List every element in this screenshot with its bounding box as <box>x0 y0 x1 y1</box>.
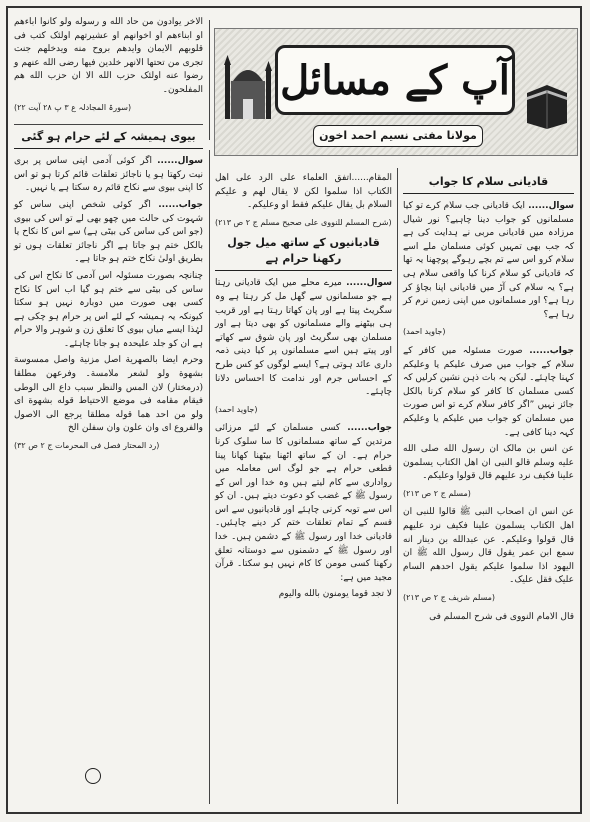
hadith-text-2: عن انس ان اصحاب النبی ﷺ قالوا للنبی ان اهل الکتاب یسلمون علینا فکیف نرد علیهم قال قولوا وعلیکم۔ عن عبدالله بن دینار انه سمع ابن عمر یقول قال رسول الله ﷺ ان الیهود اذا سلموا علیکم یقول احدهم السام علیک فقل علیک۔ <box>403 507 574 586</box>
question-paragraph <box>14 155 203 196</box>
answer-paragraph <box>14 199 203 267</box>
masthead <box>214 28 578 168</box>
answer-text: اگر کوئی شخص اپنی ساس کو شہوت کی حالت میں چھو بھی لے تو اس کی بیوی (جو اس کی ساس کی بیٹی ہے) سے اس کا نکاح یا بالکل ختم ہو جاتا ہے اگر ناجائز تعلقات ہوں تو بطریق اولیٰ نکاح ختم ہو جاتا ہے۔ <box>14 199 203 265</box>
article-heading-wife-haram: بیوی ہمیشہ کے لئے حرام ہو گئی <box>14 129 203 149</box>
question-paragraph <box>215 277 392 399</box>
question-label: سوال...... <box>157 156 203 167</box>
left-column <box>10 16 207 800</box>
quran-verse: لا تجد قوما یومنون بالله والیوم <box>278 589 392 600</box>
middle-column <box>211 172 396 800</box>
answer-label: جواب...... <box>158 199 203 210</box>
answer-text: کسی مسلمان کے لئے مرزائی مرتدین کے ساتھ مسلمانوں کا سا سلوک کرنا حرام ہے۔ ان کے ساتھ اٹھنا بیٹھنا کھانا پینا قطعی حرام ہے جو لوگ اس معاملہ میں رواداری سے کام لیتے ہیں وہ خدا اور اس کے رسول ﷺ کے غضب کو دعوت دیتے ہیں۔ ان کو اس سے توبہ کرنی چاہئے اور قادیانیوں سے اس قسم کے تمام تعلقات ختم کر دینے چاہئیں۔ قادیانی خدا اور رسول ﷺ کے دشمن ہیں۔ خدا اور رسول ﷺ کے دشمنوں سے دوستانہ تعلق رکھنا کسی مومن کا کام نہیں ہو سکتا۔ قرآن مجید میں ہے: <box>215 423 392 583</box>
answer-label: جواب...... <box>347 423 392 434</box>
mosque-icon <box>223 51 273 121</box>
question-signature: (جاوید احمد) <box>215 404 258 414</box>
quran-reference: (سورۃ المجادلہ ع ۳ پ ۲۸ آیت ۲۲) <box>14 102 132 112</box>
question-text: ایک قادیانی جب سلام کرے تو کیا مسلمانوں کو جواب دینا چاہیے؟ نور شیال مرزادہ میں قادیانی مربی نے ہدایت کی ہے کہ جب بھی تمہیں کوئی مسلمان ملے اسے سلام کرو اس سے تم بچے رہوگے پوچھنا یہ تھا کہ قادیانی کو سلام کرنا کیا واقعی سلام ہی ہے؟ یہ سلام کی آڑ میں قادیانی اپنا بچاؤ کر رہا ہے؟ اور مسلمانوں میں اپنی زمین نرم کر رہا ہے؟ <box>403 201 574 320</box>
question-text: اگر کوئی آدمی اپنی ساس پر بری نیت رکھتا ہو یا ناجائز تعلقات قائم کرتا ہو تو اس کا اپنی بیوی سے نکاح قائم رہ سکتا ہے یا نہیں۔ <box>14 156 203 194</box>
answer-label: جواب...... <box>529 345 574 356</box>
article-heading-social-relations: قادیانیوں کے ساتھ میل جول رکھنا حرام ہے <box>215 235 392 271</box>
masthead-banner <box>214 28 578 156</box>
right-column <box>399 170 578 800</box>
hadith-text-1: عن انس بن مالک ان رسول الله صلی الله علیه وسلم قالو النبی ان اهل الکتاب یسلمون علینا فکیف نرد علیهم قال قولوا وعلیکم۔ <box>403 444 574 482</box>
question-label: سوال...... <box>346 278 392 289</box>
commentary-reference: (شرح المسلم للنووی علی صحیح مسلم ج ۲ ص ۲۱۳) <box>215 217 392 227</box>
fiqh-reference: (رد المحتار فصل فی المحرمات ج ۲ ص ۳۲) <box>14 441 160 451</box>
question-signature: (جاوید احمد) <box>403 327 446 337</box>
article-heading-qadiani-salam: قادیانی سلام کا جواب <box>403 174 574 194</box>
fiqh-quotation: وحرم ایضا بالصهریة اصل مزنیة واصل ممسوسة بشهوة ولو لشعر ملامسة۔ وفرعهن مطلقا (درمختار) لان المس والنظر سبب داع الی الوطی فیقام مقامه فی موضع الاحتیاط قوله بشهوة ای ولو من احد هما قوله مطلقا یرجع الی الاصول والفروع ای وان علون وان سفلن الخ <box>14 355 203 434</box>
question-label: سوال...... <box>528 201 574 211</box>
quran-continuation: الاخر یوادون من حاد الله و رسوله ولو کانوا اباءهم او ابناءهم او اخوانهم او عشیرتهم اولئک کتب فی قلوبهم الایمان وایدهم بروح منه ویدخلهم جنت تجری من تحتها الانهر خلدین فیها رضی الله عنهم و رضوا عنه اولئک حزب الله الا ان حزب الله هم المفلحون۔ <box>14 17 203 95</box>
column-divider-top <box>209 20 210 140</box>
masthead-author: مولانا مفتی نسیم احمد اخون <box>313 125 483 147</box>
quran-continuation-box <box>14 16 203 125</box>
question-text: میرے محلے میں ایک قادیانی رہتا ہے جو مسلمانوں سے گھل مل کر رہتا ہے وہ سگریٹ پیتا ہے اور پان کھاتا رہتا ہے اور قریب ہی بیٹھنے والے مسلمانوں کو بھی دیتا ہے اور مسلمان بھی سگریٹ اور پان شوق سے کھاتے اور پیتے ہیں اسے مسلمانوں پر کیا دینی ذمہ داری عائد ہوتی ہے؟ ایسے لوگوں کو کس طرح کے احساس جرم اور ندامت کا احساس دلانا چاہئے۔ <box>215 278 392 398</box>
reference-2: (مسلم شریف ج ۲ ص ۲۱۳) <box>403 593 496 603</box>
column-divider-right <box>397 168 398 804</box>
answer-paragraph <box>215 422 392 585</box>
column-divider-left <box>209 150 210 804</box>
kaaba-icon <box>521 79 573 129</box>
answer-paragraph <box>403 345 574 440</box>
page-marker-circle <box>85 768 101 784</box>
question-paragraph <box>403 200 574 322</box>
commentary-text: المقام......اتفق العلماء علی الرد علی اهل الکتاب اذا سلموا لکن لا یقال لهم و علیکم السلام بل یقال علیکم فقط او وعلیکم۔ <box>215 173 392 211</box>
masthead-title: آپ کے مسائل <box>275 45 515 115</box>
reference-1: (مسلم ج ۲ ص ۲۱۳) <box>403 488 471 498</box>
hadith-text-3: قال الامام النووی فی شرح المسلم فی <box>429 611 574 622</box>
answer-paragraph-2: چنانچہ بصورت مسئولہ اس آدمی کا نکاح اس کی ساس کی بیٹی سے ختم ہو گیا اب اس کا نکاح کسی بھی صورت میں دوبارہ نہیں ہو سکتا کیونکہ یہ ہمیشہ کے لئے اس پر حرام ہو چکی ہے لہٰذا ایسے میاں بیوی کا تعلق زن و شوہر والا حرام ہے ان کو جلد علیحدہ ہو جانا چاہئے۔ <box>14 270 203 349</box>
answer-text: صورت مسئولہ میں کافر کے سلام کے جواب میں صرف علیکم یا وعلیکم کہنا چاہئے۔ لیکن یہ بات ذہن نشین کرلیں کہ کسی مسلمان کا کافر کو سلام کرنا بالکل جائز نہیں ”اگر کافر سلام کرے تو اس صورت میں مسلمان کو جواب میں علیکم یا وعلیکم کہہ دینا کافی ہے۔ <box>403 345 574 438</box>
